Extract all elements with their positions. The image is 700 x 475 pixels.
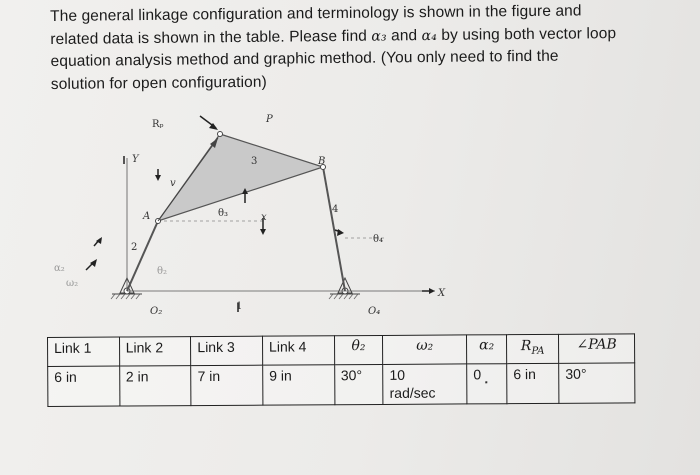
value-omega2 — [383, 364, 467, 405]
label-rp: Rₚ — [152, 119, 164, 130]
problem-line-2-mid: and — [386, 26, 422, 44]
header-link4: Link 4 — [262, 336, 334, 365]
problem-line-2-post: by using both vector loop — [436, 24, 617, 44]
label-alpha2: α₂ — [54, 263, 65, 274]
table-value-row — [48, 363, 635, 407]
value-link1: 6 in — [48, 366, 120, 406]
label-y: Y — [132, 154, 139, 165]
value-link3: 7 in — [191, 365, 263, 405]
label-v: v — [170, 178, 176, 189]
problem-statement — [50, 0, 671, 96]
linkage-figure — [40, 108, 460, 320]
problem-line-1: The general linkage configuration and terminology is shown in the figure and — [50, 2, 582, 25]
alpha4-symbol: α₄ — [421, 27, 437, 44]
label-link-2: 2 — [131, 242, 138, 253]
value-theta2: 30° — [334, 364, 383, 404]
label-ground-1: 1 — [236, 301, 243, 312]
label-link-3: 3 — [251, 156, 258, 167]
table-header-row — [48, 334, 635, 366]
problem-line-3: equation analysis method and graphic method. (You only need to find the — [50, 47, 559, 70]
header-link3: Link 3 — [191, 336, 263, 365]
label-a: A — [143, 211, 151, 222]
problem-line-4: solution for open configuration) — [50, 73, 267, 93]
header-alpha2: α₂ — [467, 335, 507, 364]
label-link-4: 4 — [332, 204, 339, 215]
value-alpha2 — [467, 363, 507, 403]
label-b: B — [318, 156, 326, 167]
header-rpa-r: R — [520, 338, 532, 355]
label-x-small: x — [261, 212, 267, 223]
label-omega2: ω₂ — [66, 278, 79, 289]
header-link1: Link 1 — [48, 337, 120, 366]
link-2 — [127, 221, 158, 291]
stray-dot — [485, 381, 487, 383]
header-theta2: θ₂ — [334, 335, 383, 364]
coupler-link-3 — [158, 134, 326, 221]
value-omega2-number: 10 — [389, 366, 406, 383]
value-link2: 2 in — [119, 365, 191, 405]
header-link2: Link 2 — [119, 337, 191, 366]
header-rpa-sub: PA — [531, 345, 545, 357]
link-4 — [323, 167, 345, 291]
value-alpha2-number: 0 — [473, 366, 482, 383]
alpha3-symbol: α₃ — [371, 27, 387, 45]
label-o2: O₂ — [150, 306, 163, 317]
label-theta4: θ₄ — [373, 234, 384, 245]
value-rpa: 6 in — [507, 363, 559, 403]
header-omega2: ω₂ — [383, 335, 467, 364]
header-rpa — [507, 334, 559, 363]
link-data-table — [47, 333, 635, 406]
label-p: P — [266, 114, 273, 125]
point-p — [218, 132, 223, 137]
label-o4: O₄ — [368, 306, 381, 317]
label-x-axis: X — [438, 288, 446, 299]
label-theta3: θ₃ — [218, 208, 229, 219]
value-omega2-unit: rad/sec — [389, 384, 436, 401]
label-theta2: θ₂ — [157, 266, 168, 277]
problem-line-2-pre: related data is shown in the table. Please find — [50, 27, 372, 48]
value-angle-pab: 30° — [559, 363, 635, 403]
ground-pivot-o2 — [111, 278, 142, 299]
value-link4: 9 in — [263, 365, 335, 405]
header-angle-pab: ∠PAB — [559, 334, 635, 363]
